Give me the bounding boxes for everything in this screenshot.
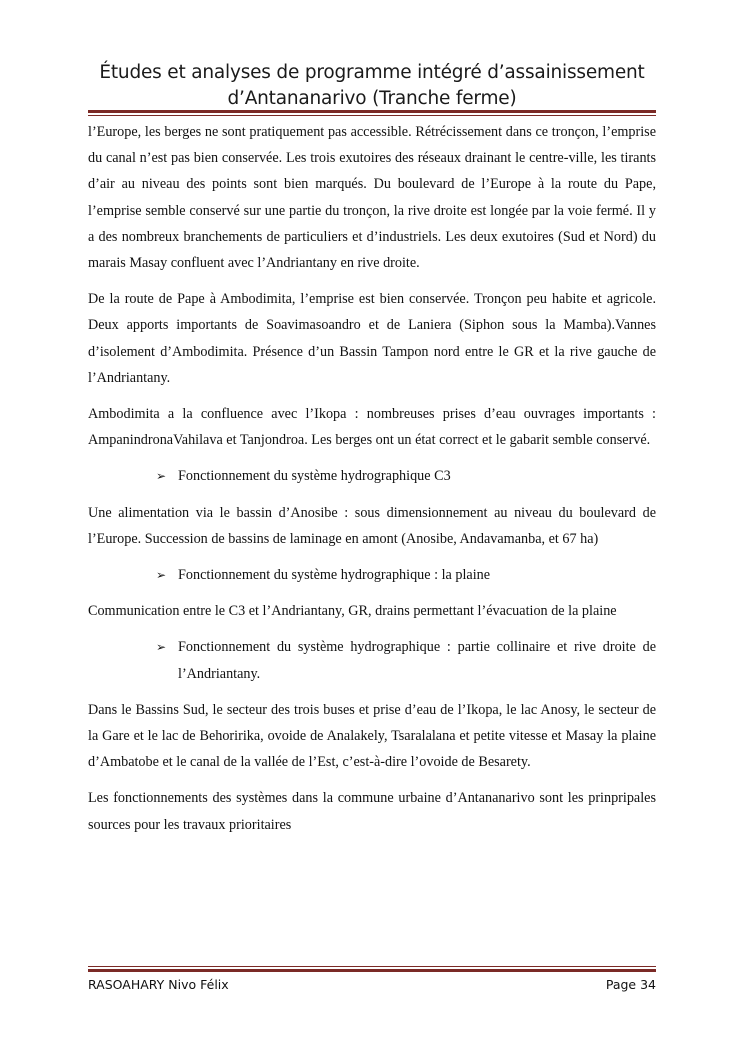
paragraph: Communication entre le C3 et l’Andriantany, GR, drains permettant l’évacuation de la plaine <box>88 603 617 620</box>
paragraph: Dans le Bassins Sud, le secteur des trois buses et prise d’eau de l’Ikopa, le lac Anosy, le secteur de la Gare et le lac de Behoririka, ovoide de Analakely, Tsaralalana et petite vitesse et Masay la plaine d’Ambatobe et le canal de la vallée de l’Est, c’est-à-dire l’ovoide de Besarety. <box>88 701 656 771</box>
paragraph: l’Europe, les berges ne sont pratiquement pas accessible. Rétrécissement dans ce tronçon, l’emprise du canal n’est pas bien conservée. Les trois exutoires des réseaux drainant le centre-ville, les tirants d’air au niveau des points sont bien marqués. Du boulevard de l’Europe à la route du Pape, l’emprise semble conservé sur une partie du tronçon, la rive droite est longée par la voie fermé. Il y a des nombreux branchements de particuliers et d’industriels. Les deux exutoires (Sud et Nord) du marais Masay confluent avec l’Andriantany en rive droite. <box>88 124 656 272</box>
header-title-line2: d’Antananarivo (Tranche ferme) <box>227 88 517 109</box>
arrow-bullet-icon: ➢ <box>156 640 167 655</box>
header-rule-thick <box>88 110 656 113</box>
footer-rule-thick <box>88 969 656 972</box>
header-title <box>88 60 656 112</box>
footer-page-number: Page 34 <box>605 977 656 992</box>
header-rule-thin <box>88 115 656 116</box>
arrow-bullet-icon: ➢ <box>156 469 167 484</box>
bullet-item <box>88 634 656 686</box>
bullet-text: Fonctionnement du système hydrographique : partie collinaire et rive droite de l’Andriantany. <box>178 639 656 682</box>
paragraph: Les fonctionnements des systèmes dans la commune urbaine d’Antananarivo sont les prinpripales sources pour les travaux prioritaires <box>88 790 656 833</box>
bullet-item <box>88 562 656 588</box>
bullet-item <box>88 463 656 489</box>
bullet-text: Fonctionnement du système hydrographique C3 <box>178 468 451 485</box>
body-text <box>88 119 656 848</box>
paragraph: Une alimentation via le bassin d’Anosibe : sous dimensionnement au niveau du boulevard de l’Europe. Succession de bassins de laminage en amont (Anosibe, Andavamanba, et 67 ha) <box>88 504 656 547</box>
header-title-line1: Études et analyses de programme intégré d’assainissement <box>99 62 645 83</box>
footer-author: RASOAHARY Nivo Félix <box>88 977 229 992</box>
arrow-bullet-icon: ➢ <box>156 568 167 583</box>
paragraph: De la route de Pape à Ambodimita, l’emprise est bien conservée. Tronçon peu habite et agricole. Deux apports importants de Soavimasoandro et de Laniera (Siphon sous la Mamba).Vannes d’isolement d’Ambodimita. Présence d’un Bassin Tampon nord entre le GR et la rive gauche de l’Andriantany. <box>88 291 656 386</box>
footer-rule-thin <box>88 966 656 967</box>
paragraph: Ambodimita a la confluence avec l’Ikopa : nombreuses prises d’eau ouvrages importants : AmpanindronaVahilava et Tanjondroa. Les berges ont un état correct et le gabarit semble conservé. <box>88 406 656 449</box>
bullet-text: Fonctionnement du système hydrographique : la plaine <box>178 567 491 584</box>
